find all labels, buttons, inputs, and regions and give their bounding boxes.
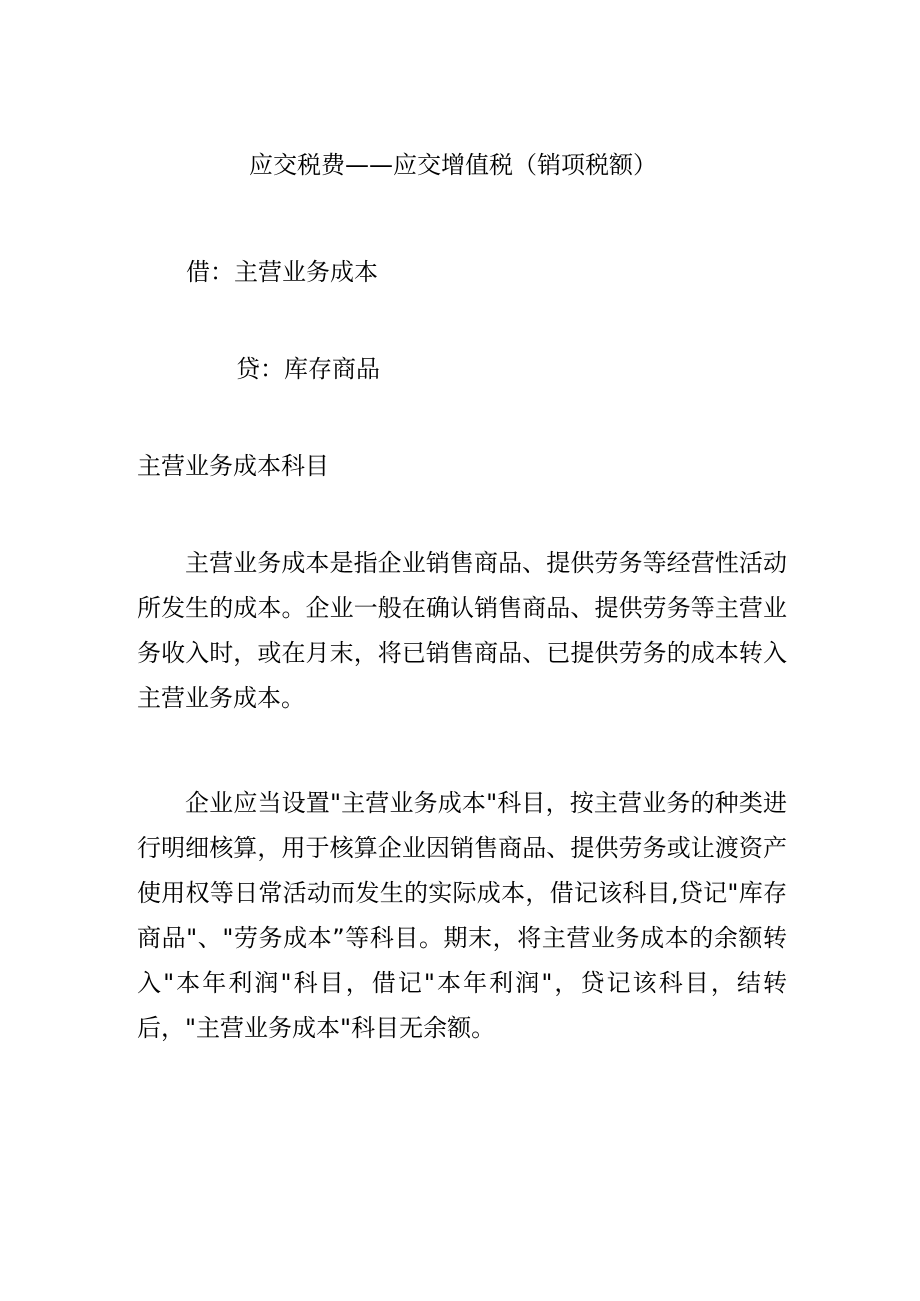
journal-entry-credit-line: 贷：库存商品: [236, 355, 380, 383]
journal-entry-vat-line: 应交税费——应交增值税（销项税额）: [249, 151, 657, 179]
paragraph-accounting-rules: 企业应当设置"主营业务成本"科目，按主营业务的种类进行明细核算，用于核算企业因销售商品、提供劳务或让渡资产使用权等日常活动而发生的实际成本，借记该科目,贷记"库存商品"、"劳务成本”等科目。期末，将主营业务成本的余额转入"本年利润"科目，借记"本年利润"，贷记该科目，结转后，"主营业务成本"科目无余额。: [137, 789, 787, 1042]
journal-entry-debit-line: 借：主营业务成本: [186, 258, 378, 286]
paragraph-definition: 主营业务成本是指企业销售商品、提供劳务等经营性活动所发生的成本。企业一般在确认销售商品、提供劳务等主营业务收入时，或在月末，将已销售商品、已提供劳务的成本转入主营业务成本。: [137, 549, 787, 712]
section-heading: 主营业务成本科目: [137, 452, 329, 480]
